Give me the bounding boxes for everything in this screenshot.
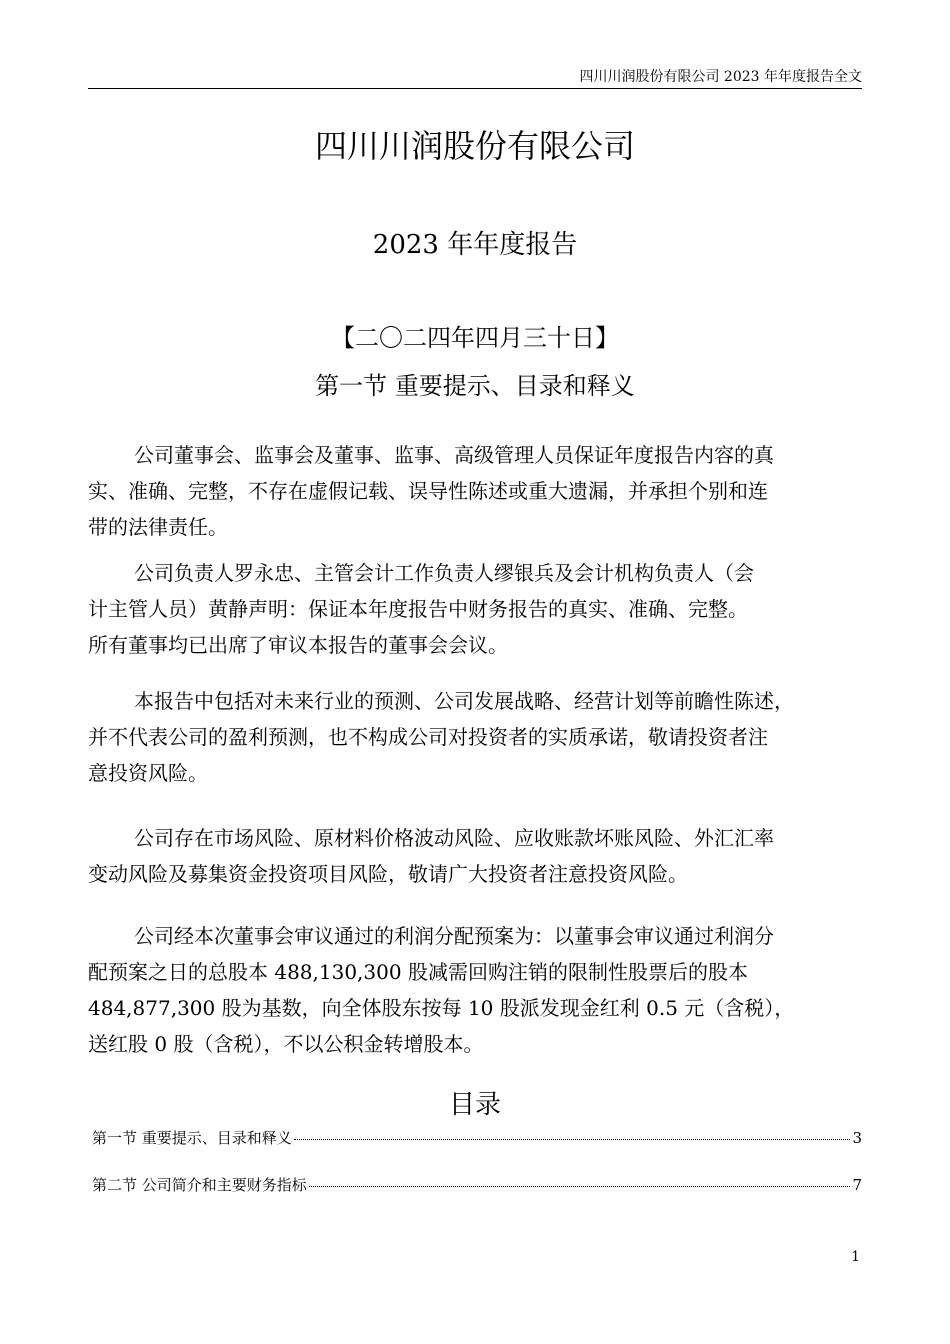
paragraph-line: 所有董事均已出席了审议本报告的董事会会议。 bbox=[88, 633, 508, 657]
toc-item-page: 7 bbox=[852, 1176, 862, 1194]
paragraph-line: 并不代表公司的盈利预测，也不构成公司对投资者的实质承诺，敬请投资者注 bbox=[88, 725, 768, 749]
paragraph-line: 公司负责人罗永忠、主管会计工作负责人缪银兵及会计机构负责人（会 bbox=[134, 561, 754, 585]
paragraph-line: 配预案之日的总股本 488,130,300 股减需回购注销的限制性股票后的股本 bbox=[88, 960, 748, 984]
report-title: 2023 年年度报告 bbox=[372, 230, 578, 260]
toc-title: 目录 bbox=[448, 1090, 501, 1120]
toc-item-label: 第一节 重要提示、目录和释义 bbox=[92, 1129, 292, 1147]
toc-item-section-1[interactable] bbox=[92, 1127, 862, 1149]
paragraph-line: 484,877,300 股为基数，向全体股东按每 10 股派发现金红利 0.5 元（含税）， bbox=[88, 996, 795, 1020]
toc-item-label: 第二节 公司简介和主要财务指标 bbox=[92, 1176, 307, 1194]
paragraph-line: 带的法律责任。 bbox=[88, 515, 228, 539]
paragraph-line: 实、准确、完整，不存在虚假记载、误导性陈述或重大遗漏，并承担个别和连 bbox=[88, 479, 768, 503]
paragraph-declaration bbox=[88, 555, 866, 663]
paragraph-responsibility bbox=[88, 437, 866, 545]
paragraph-forward-looking bbox=[88, 683, 866, 791]
running-header: 四川川润股份有限公司 2023 年年度报告全文 bbox=[579, 69, 862, 85]
header-divider bbox=[88, 88, 862, 89]
paragraph-line: 意投资风险。 bbox=[88, 761, 208, 785]
paragraph-line: 公司存在市场风险、原材料价格波动风险、应收账款坏账风险、外汇汇率 bbox=[134, 826, 774, 850]
section-heading: 第一节 重要提示、目录和释义 bbox=[315, 372, 635, 400]
paragraph-risks bbox=[88, 820, 866, 892]
paragraph-line: 变动风险及募集资金投资项目风险，敬请广大投资者注意投资风险。 bbox=[88, 862, 688, 886]
paragraph-line: 送红股 0 股（含税），不以公积金转增股本。 bbox=[88, 1032, 484, 1056]
paragraph-line: 公司经本次董事会审议通过的利润分配预案为：以董事会审议通过利润分 bbox=[134, 924, 774, 948]
toc-leader-dots bbox=[309, 1186, 851, 1187]
paragraph-line: 本报告中包括对未来行业的预测、公司发展战略、经营计划等前瞻性陈述， bbox=[134, 689, 794, 713]
toc-item-page: 3 bbox=[852, 1129, 862, 1147]
company-name: 四川川润股份有限公司 bbox=[314, 127, 635, 165]
paragraph-line: 计主管人员）黄静声明：保证本年度报告中财务报告的真实、准确、完整。 bbox=[88, 597, 748, 621]
paragraph-line: 公司董事会、监事会及董事、监事、高级管理人员保证年度报告内容的真 bbox=[134, 443, 774, 467]
toc-leader-dots bbox=[294, 1139, 851, 1140]
toc-item-section-2[interactable] bbox=[92, 1174, 862, 1196]
page-number: 1 bbox=[851, 1249, 860, 1265]
paragraph-profit-distribution bbox=[88, 918, 866, 1062]
report-date: 【二〇二四年四月三十日】 bbox=[331, 324, 619, 352]
